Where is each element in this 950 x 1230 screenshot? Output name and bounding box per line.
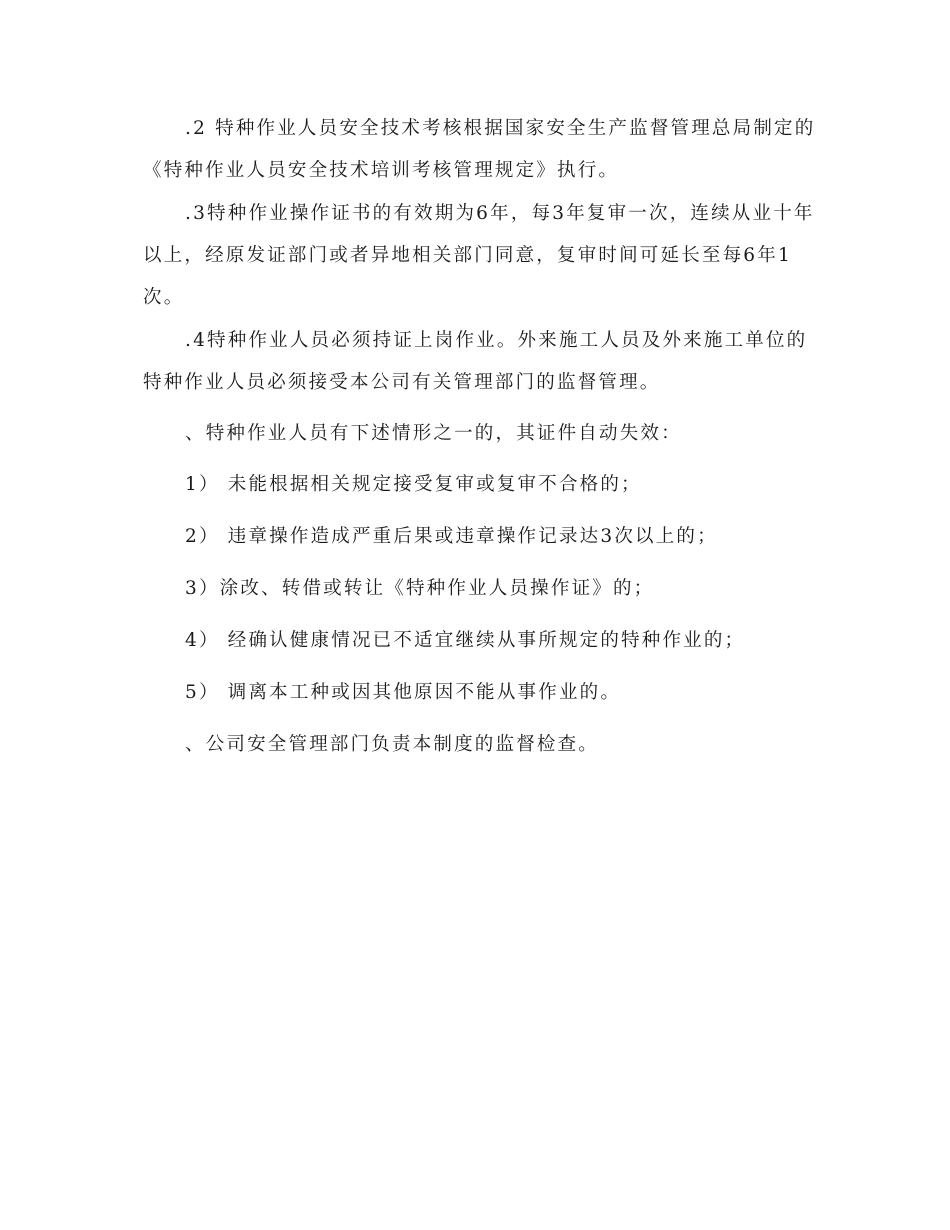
list-item-2: 2） 违章操作造成严重后果或违章操作记录达3次以上的； [185,526,718,547]
list-item-5: 5） 调离本工种或因其他原因不能从事作业的。 [185,682,622,703]
list-item-4: 4） 经确认健康情况已不适宜继续从事所规定的特种作业的； [185,630,746,651]
list-item-3: 3）涂改、转借或转让《特种作业人员操作证》的； [185,578,655,599]
paragraph-supervision: 、公司安全管理部门负责本制度的监督检查。 [185,734,600,755]
paragraph-2-assessment: .2 特种作业人员安全技术考核根据国家安全生产监督管理总局制定的《特种作业人员安全技术培训考核管理规定》执行。 [143,118,816,181]
paragraph-4-certified-work: .4特种作业人员必须持证上岗作业。外来施工人员及外来施工单位的特种作业人员必须接受本公司有关管理部门的监督管理。 [143,330,808,393]
paragraph-invalidation-conditions: 、特种作业人员有下述情形之一的，其证件自动失效： [185,423,682,444]
paragraph-3-certificate-validity: .3特种作业操作证书的有效期为6年，每3年复审一次，连续从业十年以上，经原发证部门或者异地相关部门同意，复审时间可延长至每6年1次。 [143,203,815,308]
list-item-1: 1） 未能根据相关规定接受复审或复审不合格的； [185,474,642,495]
